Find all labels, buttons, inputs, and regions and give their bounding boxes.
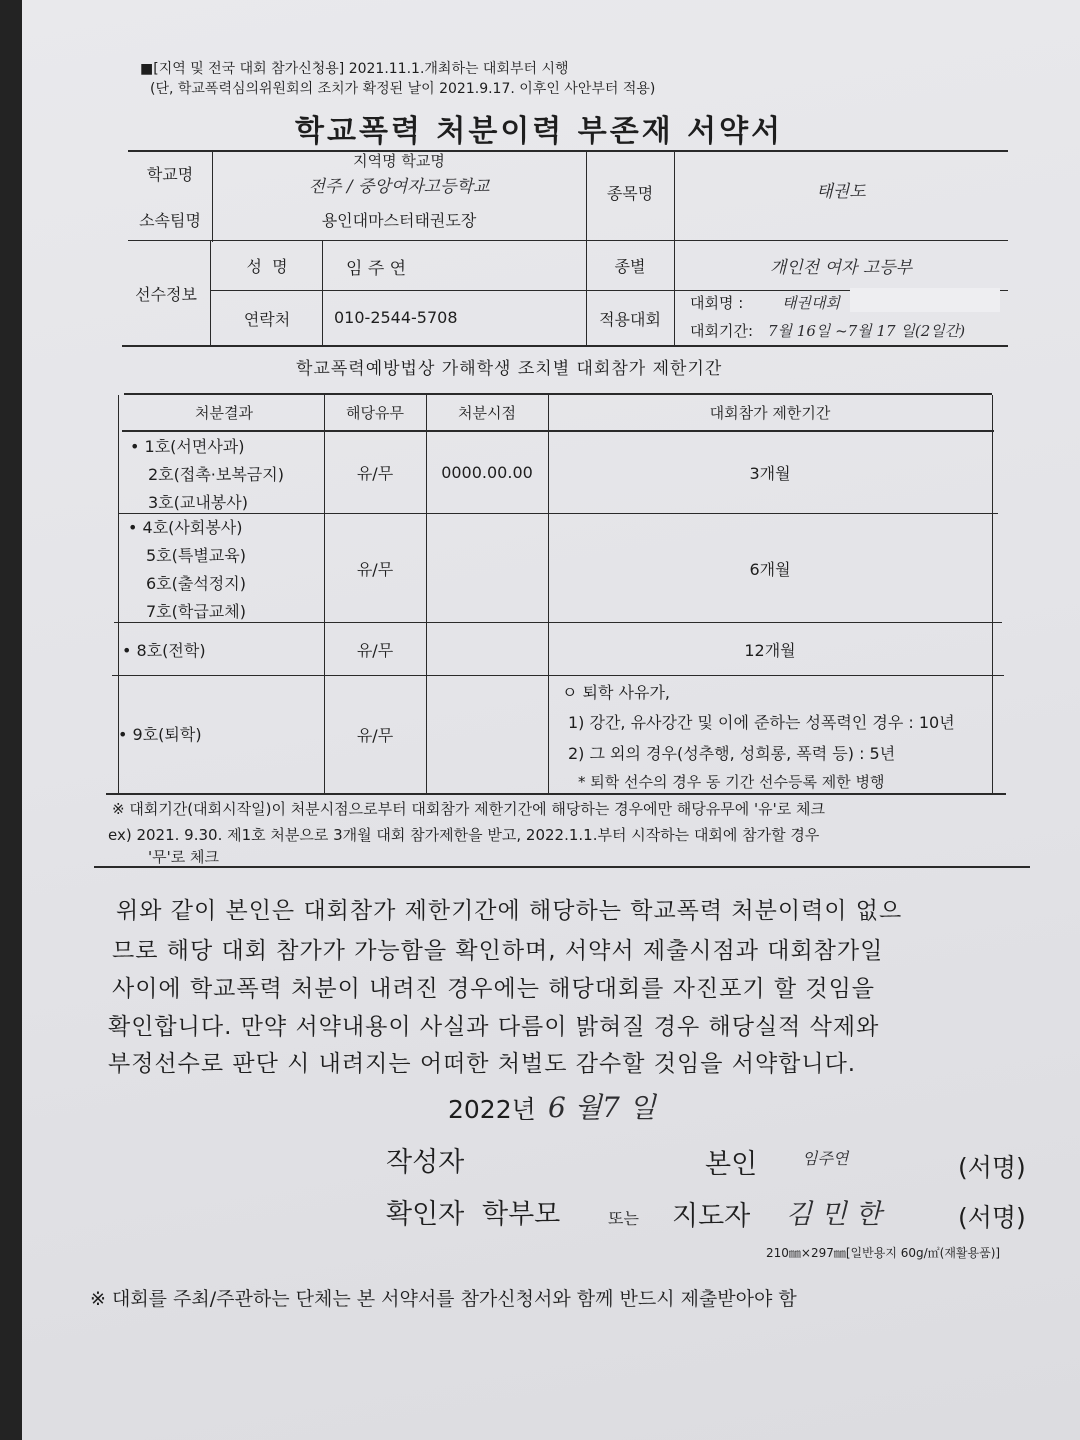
notice-line-2: (단, 학교폭력심의위원회의 조치가 확정된 날이 2021.9.17. 이후인 사안부터 적용) <box>150 81 656 97</box>
name-label: 성 명 <box>246 256 288 276</box>
pledge-line: 확인합니다. 만약 서약내용이 사실과 다름이 밝혀질 경우 해당실적 삭제와 <box>108 1014 880 1040</box>
disposition-date[interactable]: 0000.00.00 <box>441 463 533 482</box>
team-value[interactable]: 용인대마스터태권도장 <box>321 210 477 230</box>
table-footnote: ※ 대회기간(대회시작일)이 처분시점으로부터 대회참가 제한기간에 해당하는 경우에만 해당유무에 '유'로 체크 <box>112 800 825 818</box>
sign-placeholder[interactable]: (서명) <box>958 1153 1026 1182</box>
player-info-label: 선수정보 <box>135 284 197 304</box>
disposition-item: • 1호(서면사과) <box>130 437 245 456</box>
expulsion-note-rule: 2) 그 외의 경우(성추행, 성희롱, 폭력 등) : 5년 <box>568 744 896 763</box>
pledge-line: 므로 해당 대회 참가가 가능함을 확인하며, 서약서 제출시점과 대회참가일 <box>112 938 884 964</box>
contact-value[interactable]: 010-2544-5708 <box>334 308 458 327</box>
or-label: 또는 <box>608 1209 639 1228</box>
school-value[interactable]: 전주 / 중앙여자고등학교 <box>308 176 490 197</box>
contact-label: 연락처 <box>243 309 291 329</box>
background-edge <box>0 0 24 1440</box>
event-value[interactable]: 태권도 <box>816 181 866 202</box>
restriction-section-title: 학교폭력예방법상 가해학생 조치별 대회참가 제한기간 <box>296 359 723 379</box>
coach-signature[interactable]: 김 민 한 <box>786 1199 882 1230</box>
school-label: 학교명 <box>146 164 194 184</box>
applicable-value[interactable]: 유/무 <box>356 640 394 660</box>
section-divider <box>94 866 1030 868</box>
document-title: 학교폭력 처분이력 부존재 서약서 <box>295 114 784 149</box>
applicable-value[interactable]: 유/무 <box>356 559 394 579</box>
applicable-value[interactable]: 유/무 <box>356 726 394 745</box>
writer-label: 작성자 <box>386 1147 465 1178</box>
team-label: 소속팀명 <box>139 210 201 230</box>
restriction-period: 12개월 <box>744 640 796 660</box>
competition-name-label: 대회명 : <box>690 294 744 312</box>
header-applicable: 해당유무 <box>346 404 404 422</box>
pledge-line: 부정선수로 판단 시 내려지는 어떠한 처벌도 감수할 것임을 서약합니다. <box>108 1051 857 1077</box>
confirmer-label: 확인자 <box>386 1199 465 1230</box>
disposition-item: 2호(접촉·보복금지) <box>148 465 284 484</box>
parent-label: 학부모 <box>482 1199 561 1230</box>
pledge-date-day[interactable]: 7 일 <box>602 1091 656 1124</box>
info-table-border <box>210 240 211 346</box>
pledge-date-year: 2022년 <box>448 1095 536 1124</box>
category-value[interactable]: 개인전 여자 고등부 <box>769 257 913 278</box>
paper-spec: 210㎜×297㎜[일반용지 60g/㎡(재활용품)] <box>766 1246 1001 1260</box>
restriction-table-border <box>106 793 1006 795</box>
disposition-item: • 9호(퇴학) <box>118 725 202 744</box>
disposition-item: 3호(교내봉사) <box>148 493 248 512</box>
pledge-date-month[interactable]: 6 월 <box>548 1091 602 1124</box>
disposition-item: • 8호(전학) <box>122 641 206 660</box>
event-label: 종목명 <box>606 183 654 203</box>
sign-placeholder-2[interactable]: (서명) <box>958 1203 1026 1232</box>
restriction-table-border <box>992 395 993 795</box>
info-table-border <box>122 345 1008 347</box>
coach-label: 지도자 <box>672 1201 751 1232</box>
restriction-table-border <box>112 675 1004 676</box>
expulsion-note-rule: * 퇴학 선수의 경우 동 기간 선수등록 제한 병행 <box>578 773 885 791</box>
header-date: 처분시점 <box>458 404 516 422</box>
disposition-item: 6호(출석정지) <box>146 574 246 593</box>
header-period: 대회참가 제한기간 <box>709 404 831 422</box>
category-label: 종별 <box>614 256 646 276</box>
restriction-period: 6개월 <box>749 559 791 579</box>
disposition-item: • 4호(사회봉사) <box>128 518 243 537</box>
self-label: 본인 <box>705 1149 758 1180</box>
notice-line-1: ■[지역 및 전국 대회 참가신청용] 2021.11.1.개최하는 대회부터 시행 <box>140 61 569 77</box>
organizer-note: ※ 대회를 주최/주관하는 단체는 본 서약서를 참가신청서와 함께 반드시 제출받아야 함 <box>90 1288 797 1310</box>
expulsion-note-title: ㅇ 퇴학 사유가, <box>562 683 670 702</box>
table-example-cont: '무'로 체크 <box>148 848 219 866</box>
redaction-block <box>850 288 1000 312</box>
disposition-item: 5호(특별교육) <box>146 546 246 565</box>
competition-period-label: 대회기간: <box>690 322 754 340</box>
competition-period-value[interactable]: 7월 16일 ~7월 17 일(2일간) <box>768 322 966 340</box>
applicable-value[interactable]: 유/무 <box>356 464 394 483</box>
self-signature[interactable]: 임주연 <box>802 1149 849 1168</box>
pledge-line: 위와 같이 본인은 대회참가 제한기간에 해당하는 학교폭력 처분이력이 없으 <box>116 898 903 924</box>
disposition-item: 7호(학급교체) <box>146 602 246 621</box>
competition-name-value[interactable]: 태권대회 <box>782 294 840 312</box>
info-table-border <box>128 240 1008 241</box>
pledge-line: 사이에 학교폭력 처분이 내려진 경우에는 해당대회를 자진포기 할 것임을 <box>112 976 876 1002</box>
expulsion-note-rule: 1) 강간, 유사강간 및 이에 준하는 성폭력인 경우 : 10년 <box>568 713 955 732</box>
restriction-period: 3개월 <box>749 464 791 483</box>
table-example: ex) 2021. 9.30. 제1호 처분으로 3개월 대회 참가제한을 받고, 2022.1.1.부터 시작하는 대회에 참가할 경우 <box>108 826 820 844</box>
school-hint: 지역명 학교명 <box>353 151 445 170</box>
header-disposition: 처분결과 <box>195 404 253 422</box>
name-value[interactable]: 임 주 연 <box>346 259 407 279</box>
competition-label: 적용대회 <box>599 309 661 329</box>
info-table-border <box>322 240 323 346</box>
